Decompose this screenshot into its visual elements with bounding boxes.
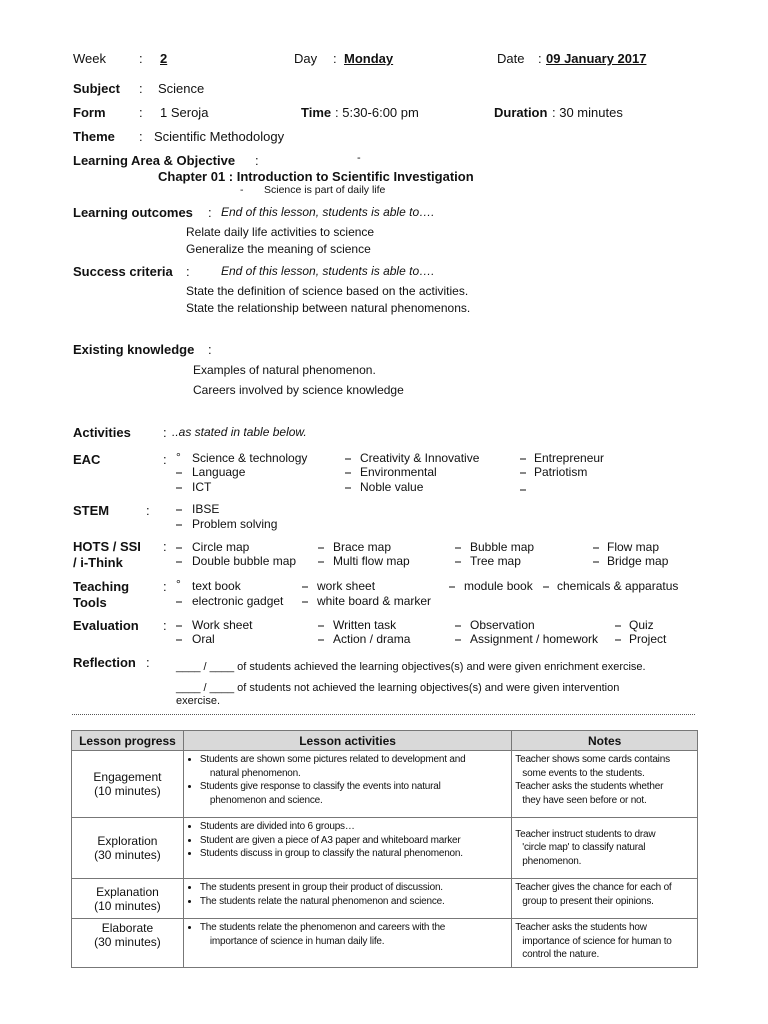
day-colon: : xyxy=(333,51,337,66)
date-value: 09 January 2017 xyxy=(546,51,647,66)
checkbox-icon[interactable]: ⎯ xyxy=(455,618,462,632)
eac-option: Environmental xyxy=(360,465,437,479)
teaching-tool-option: electronic gadget xyxy=(192,594,284,608)
evaluation-option: Oral xyxy=(192,632,215,646)
stage-time: (10 minutes) xyxy=(94,898,161,913)
note-text-cont: phenomenon. xyxy=(522,855,582,867)
reflection-line-not-achieved-cont: exercise. xyxy=(176,695,221,707)
activity-text: Students are divided into 6 groups… xyxy=(199,821,355,832)
checkbox-icon[interactable]: ⎯ xyxy=(176,594,183,608)
checkbox-icon[interactable]: ⎯ xyxy=(615,618,622,632)
hots-option: Tree map xyxy=(470,554,521,568)
success-criteria-label: Success criteria xyxy=(73,264,173,279)
hots-option: Double bubble map xyxy=(192,554,297,568)
existing-knowledge-label: Existing knowledge xyxy=(73,342,195,357)
note-text-cont: group to present their opinions. xyxy=(522,895,654,907)
note-text: Teacher instruct students to draw xyxy=(515,828,656,840)
existing-knowledge-item: Examples of natural phenomenon. xyxy=(193,363,376,377)
checkbox-icon[interactable]: ⎯ xyxy=(176,465,183,479)
activity-item xyxy=(200,921,511,948)
hots-label: HOTS / SSI xyxy=(73,539,141,554)
checkbox-icon[interactable]: ⎯ xyxy=(176,517,183,531)
checkbox-icon[interactable]: ⎯ xyxy=(593,554,600,568)
success-criteria-colon: : xyxy=(186,264,190,279)
header-notes: Notes xyxy=(512,731,698,751)
stage-cell xyxy=(72,879,184,919)
evaluation-option: Quiz xyxy=(629,618,654,632)
checkbox-icon[interactable]: ⎯ xyxy=(176,554,183,568)
evaluation-option: Project xyxy=(629,632,667,646)
evaluation-option: Written task xyxy=(333,618,397,632)
theme-colon: : xyxy=(139,129,143,144)
activity-text: The students relate the natural phenomenon and science. xyxy=(199,895,445,907)
reflection-line-achieved: ____ / ____ of students achieved the learning objectives(s) and were given enrichment exercise. xyxy=(176,661,646,673)
teaching-tool-option: white board & marker xyxy=(317,594,432,608)
reflection-line-not-achieved: ____ / ____ of students not achieved the learning objectives(s) and were given intervention xyxy=(176,682,620,694)
note-text: Teacher asks the students whether xyxy=(515,781,664,792)
day-value: Monday xyxy=(344,51,394,66)
checkbox-icon[interactable]: ⎯ xyxy=(345,451,352,465)
subject-label: Subject xyxy=(73,81,120,96)
hots-option: Bubble map xyxy=(470,540,535,554)
checkbox-icon[interactable]: ⎯ xyxy=(455,632,462,646)
eac-option: Noble value xyxy=(360,480,424,494)
learning-area-colon: : xyxy=(255,153,259,168)
activities-value: ..as stated in table below. xyxy=(172,425,307,439)
stage-time: (10 minutes) xyxy=(94,784,161,798)
evaluation-option: Action / drama xyxy=(333,632,411,646)
header-lesson-progress: Lesson progress xyxy=(72,731,184,751)
week-value: 2 xyxy=(160,51,168,66)
checkbox-icon[interactable]: ⎯ xyxy=(176,480,183,494)
checkbox-icon[interactable]: ⎯ xyxy=(318,618,325,632)
teaching-tool-option: chemicals & apparatus xyxy=(557,579,679,593)
checkbox-icon[interactable]: ⎯ xyxy=(520,465,527,479)
evaluation-colon: : xyxy=(163,618,167,633)
activity-text: Student are given a piece of A3 paper and whiteboard marker xyxy=(199,834,461,846)
form-value: 1 Seroja xyxy=(160,105,209,120)
activities-cell xyxy=(183,818,511,879)
checkbox-icon[interactable]: ⎯ xyxy=(520,482,527,496)
checkbox-icon[interactable]: ⎯ xyxy=(345,480,352,494)
eac-option: Entrepreneur xyxy=(534,451,605,465)
success-criteria-item: State the definition of science based on the activities. xyxy=(186,284,469,298)
checkbox-icon[interactable]: ⎯ xyxy=(593,540,600,554)
chapter-title: Chapter 01 : Introduction to Scientific Investigation xyxy=(158,169,474,184)
table-row xyxy=(72,879,698,919)
success-criteria-intro: End of this lesson, students is able to…. xyxy=(221,264,435,278)
eac-option: Language xyxy=(192,465,246,479)
activity-text: The students relate the phenomenon and careers with the xyxy=(199,922,446,933)
learning-outcome-item: Generalize the meaning of science xyxy=(186,242,371,256)
notes-cell xyxy=(512,919,698,968)
learning-outcomes-label: Learning outcomes xyxy=(73,205,193,220)
activity-text-cont: natural phenomenon. xyxy=(209,767,301,779)
activity-text: The students present in group their product of discussion. xyxy=(199,882,443,893)
checkbox-icon[interactable]: ⎯ xyxy=(455,554,462,568)
lesson-table xyxy=(71,730,698,968)
hots-option: Bridge map xyxy=(607,554,669,568)
checkbox-icon[interactable]: ⎯ xyxy=(318,632,325,646)
activity-text: Students are shown some pictures related to development and xyxy=(199,754,466,765)
stem-option: Problem solving xyxy=(192,517,278,531)
learning-area-label: Learning Area & Objective xyxy=(73,153,236,168)
note-text-cont: 'circle map' to classify natural xyxy=(522,842,646,854)
chapter-sub: Science is part of daily life xyxy=(264,184,386,196)
activities-cell xyxy=(183,879,511,919)
teaching-tool-option: work sheet xyxy=(317,579,376,593)
hots-option: Brace map xyxy=(333,540,392,554)
activity-item xyxy=(200,834,511,848)
teaching-tools-label-line2: Tools xyxy=(73,595,107,610)
stem-label: STEM xyxy=(73,503,110,518)
checked-box-icon[interactable]: ° xyxy=(176,577,181,591)
learning-area-dash-top: - xyxy=(357,152,361,164)
subject-value: Science xyxy=(158,81,205,96)
notes-cell xyxy=(512,751,698,818)
reflection-label: Reflection xyxy=(73,655,136,670)
eac-colon: : xyxy=(163,452,167,467)
stage-cell xyxy=(72,751,184,818)
checked-box-icon[interactable]: ° xyxy=(176,450,181,464)
activities-colon: : xyxy=(163,425,167,440)
activity-item xyxy=(200,895,511,909)
reflection-colon: : xyxy=(146,655,150,670)
header-lesson-activities: Lesson activities xyxy=(183,731,511,751)
note-text: Teacher asks the students how xyxy=(515,922,647,933)
stage-name: Exploration xyxy=(97,834,158,848)
note-text-cont: they have seen before or not. xyxy=(522,794,647,806)
learning-outcomes-intro: End of this lesson, students is able to…. xyxy=(221,205,435,219)
note-text-cont: some events to the students. xyxy=(522,767,645,779)
activity-text-cont: importance of science in human daily life. xyxy=(209,935,385,947)
hots-option: Circle map xyxy=(192,540,250,554)
hots-option: Flow map xyxy=(607,540,660,554)
notes-cell xyxy=(512,818,698,879)
day-label: Day xyxy=(294,51,318,66)
week-label: Week xyxy=(73,51,106,66)
checkbox-icon[interactable]: ⎯ xyxy=(302,579,309,593)
table-row xyxy=(72,919,698,968)
note-text-cont: importance of science for human to xyxy=(522,935,672,947)
checkbox-icon[interactable]: ⎯ xyxy=(302,594,309,608)
evaluation-label: Evaluation xyxy=(73,618,139,633)
form-colon: : xyxy=(139,105,143,120)
teaching-tools-label: Teaching xyxy=(73,579,130,594)
success-criteria-item: State the relationship between natural phenomenons. xyxy=(186,301,471,315)
stage-name: Engagement xyxy=(93,770,162,784)
teaching-tools-colon: : xyxy=(163,579,167,594)
lesson-table-header xyxy=(72,731,698,751)
checkbox-icon[interactable]: ⎯ xyxy=(520,451,527,465)
note-text: Teacher shows some cards contains xyxy=(515,754,670,765)
stage-time: (30 minutes) xyxy=(94,935,161,949)
teaching-tool-option: text book xyxy=(192,579,241,593)
stage-name: Explanation xyxy=(96,884,159,899)
checkbox-icon[interactable]: ⎯ xyxy=(176,632,183,646)
eac-option: Creativity & Innovative xyxy=(360,451,480,465)
time-label: Time xyxy=(301,105,332,120)
teaching-tool-option: module book xyxy=(464,579,533,593)
duration-label: Duration xyxy=(494,105,548,120)
activities-label: Activities xyxy=(73,425,131,440)
note-text: Teacher gives the chance for each of xyxy=(515,882,672,893)
time-value: : 5:30-6:00 pm xyxy=(335,105,419,120)
stage-time: (30 minutes) xyxy=(94,848,161,862)
activity-text: Students give response to classify the events into natural xyxy=(199,781,441,792)
learning-outcomes-colon: : xyxy=(208,205,212,220)
existing-knowledge-item: Careers involved by science knowledge xyxy=(193,383,404,397)
eac-option: ICT xyxy=(192,480,212,494)
evaluation-option: Work sheet xyxy=(192,618,253,632)
theme-label: Theme xyxy=(73,129,115,144)
checkbox-icon[interactable]: ⎯ xyxy=(318,554,325,568)
date-colon: : xyxy=(538,51,542,66)
stage-cell xyxy=(72,818,184,879)
checkbox-icon[interactable]: ⎯ xyxy=(543,579,550,593)
activity-text-cont: phenomenon and science. xyxy=(209,794,323,806)
stem-colon: : xyxy=(146,503,150,518)
hots-colon: : xyxy=(163,539,167,554)
checkbox-icon[interactable]: ⎯ xyxy=(615,632,622,646)
checkbox-icon[interactable]: ⎯ xyxy=(318,540,325,554)
checkbox-icon[interactable]: ⎯ xyxy=(176,618,183,632)
existing-knowledge-colon: : xyxy=(208,342,212,357)
learning-outcome-item: Relate daily life activities to science xyxy=(186,225,375,239)
stem-option: IBSE xyxy=(192,502,220,516)
week-colon: : xyxy=(139,51,143,66)
note-text-cont: control the nature. xyxy=(522,949,600,960)
table-row xyxy=(72,751,698,818)
date-label: Date xyxy=(497,51,525,66)
activity-item xyxy=(200,780,511,807)
activity-item xyxy=(200,881,511,895)
checkbox-icon[interactable]: ⎯ xyxy=(449,579,456,593)
hots-label-line2: / i-Think xyxy=(73,555,123,570)
theme-value: Scientific Methodology xyxy=(154,129,285,144)
activities-cell xyxy=(183,919,511,968)
evaluation-option: Observation xyxy=(470,618,535,632)
activity-item xyxy=(200,847,511,861)
eac-option: Patriotism xyxy=(534,465,588,479)
evaluation-option: Assignment / homework xyxy=(470,632,599,646)
form-label: Form xyxy=(73,105,106,120)
eac-label: EAC xyxy=(73,452,101,467)
activity-item xyxy=(200,753,511,780)
checkbox-icon[interactable]: ⎯ xyxy=(345,465,352,479)
section-divider xyxy=(72,714,695,715)
subject-colon: : xyxy=(139,81,143,96)
duration-value: : 30 minutes xyxy=(552,105,623,120)
chapter-sub-dash: - xyxy=(240,184,244,196)
stage-cell xyxy=(72,919,184,968)
checkbox-icon[interactable]: ⎯ xyxy=(176,540,183,554)
eac-option: Science & technology xyxy=(192,451,308,465)
table-row xyxy=(72,818,698,879)
checkbox-icon[interactable]: ⎯ xyxy=(455,540,462,554)
activity-text: Students discuss in group to classify the natural phenomenon. xyxy=(199,848,463,859)
activity-item xyxy=(200,820,511,834)
activities-cell xyxy=(183,751,511,818)
hots-option: Multi flow map xyxy=(333,554,410,568)
stage-name: Elaborate xyxy=(101,921,154,935)
checkbox-icon[interactable]: ⎯ xyxy=(176,502,183,516)
notes-cell xyxy=(512,879,698,919)
